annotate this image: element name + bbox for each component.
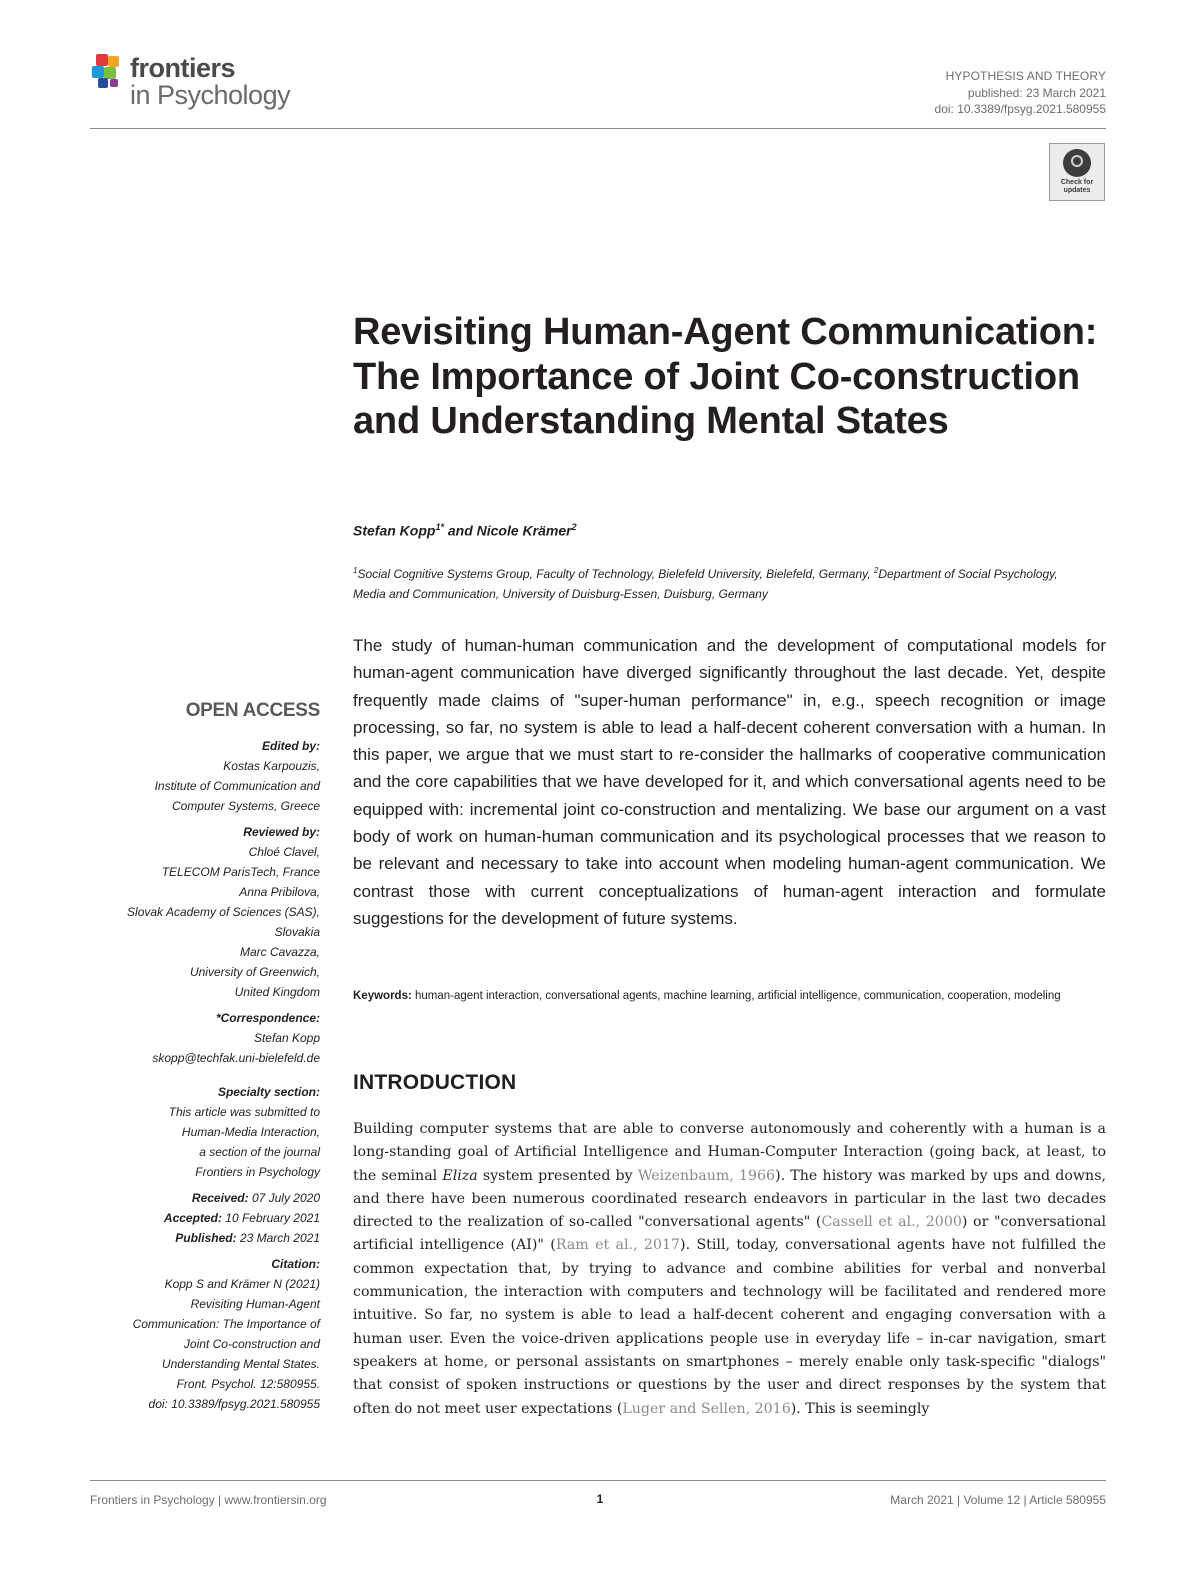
reviewer-line: Anna Pribilova,: [239, 885, 320, 899]
footer-divider: [90, 1480, 1106, 1481]
reviewer-line: Chloé Clavel,: [248, 845, 320, 859]
body-text: Building computer systems that are able to converse autonomously and coherently with a human is a long-standing goal of Artificial Intelligence and Human-Computer Interaction (going back, at least, to the seminal: [353, 1121, 1106, 1184]
affiliation-text: Department of Social Psychology, Media and Communication, University of Duisburg-Essen, Duisburg, Germany: [353, 567, 1058, 601]
author-name[interactable]: Stefan Kopp: [353, 522, 436, 539]
citation-doi[interactable]: doi: 10.3389/fpsyg.2021.580955: [148, 1397, 320, 1411]
affiliations: [353, 561, 1093, 604]
check-updates-icon: [1063, 149, 1091, 177]
received-value: 07 July 2020: [248, 1191, 320, 1205]
citation-link[interactable]: Ram et al., 2017: [555, 1237, 681, 1254]
editor-line: Computer Systems, Greece: [171, 799, 320, 813]
keywords-label: Keywords:: [353, 990, 412, 1002]
affiliation-marker: 1: [353, 566, 358, 575]
abstract: The study of human-human communication and the development of computational models for human-agent communication have diverged significantly throughout the last decade. Yet, despite frequently made claims of "super-human performance" in, e.g., speech recognition or image processing, so far, no system is able to lead a half-decent coherent conversation with a human. In this paper, we argue that we must start to re-consider the hallmarks of cooperative communication and the core capabilities that we have developed for it, and which conversational agents need to be equipped with: incremental joint co-construction and mentalizing. We base our argument on a vast body of work on human-human communication and its psychological processes that we reason to be relevant and necessary to take into account when modeling human-agent communication. We contrast those with current conceptualizations of human-agent interaction and formulate suggestions for the development of future systems.: [353, 636, 1106, 928]
citation-line: Joint Co-construction and: [183, 1337, 320, 1351]
citation-link[interactable]: Luger and Sellen, 2016: [622, 1400, 791, 1417]
author-name[interactable]: Nicole Krämer: [476, 522, 572, 539]
affiliation-text: Social Cognitive Systems Group, Faculty of Technology, Bielefeld University, Bielefeld, Germany,: [357, 567, 874, 581]
article-type: HYPOTHESIS AND THEORY: [945, 69, 1106, 83]
citation-line: Revisiting Human-Agent: [190, 1297, 320, 1311]
correspondence-section: [80, 1008, 320, 1068]
author-conjunction: and: [443, 522, 477, 539]
journal-logo[interactable]: [90, 52, 330, 122]
edited-by-label: Edited by:: [261, 739, 320, 753]
body-text: ). The history was marked by ups and downs, and there have been numerous coordinated research endeavors in particular in the last two decades directed to the realization of so-called "conversational agents" (: [353, 1167, 1106, 1231]
accepted-date: [80, 1208, 320, 1228]
accepted-value: 10 February 2021: [221, 1211, 320, 1225]
body-text: ). Still, today, conversational agents have not fulfilled the common expectation that, by trying to advance and combine abilities for verbal and nonverbal communication, the interaction with computers and technology will be facilitated and rendered more intuitive. So far, no system is able to lead a half-decent coherent and engaging conversation with a human user. Even the voice-driven applications people use in everyday life – in-car navigation, smart speakers at home, or personal assistants on smartphones – merely enable only task-specific "dialogs" that consist of spoken instructions or questions by the user and direct responses by the system that often do not meet user expectations (: [353, 1237, 1107, 1417]
body-text-italic: Eliza: [442, 1167, 478, 1184]
check-for-updates-badge[interactable]: [1049, 143, 1105, 201]
specialty-label: Specialty section:: [217, 1085, 320, 1099]
article-header-meta: [935, 68, 1106, 118]
correspondence-email[interactable]: skopp@techfak.uni-bielefeld.de: [152, 1051, 320, 1065]
edited-by-section: [80, 736, 320, 816]
specialty-line: a section of the journal: [199, 1145, 320, 1159]
check-updates-label: Check for updates: [1060, 179, 1094, 194]
reviewer-line: Slovak Academy of Sciences (SAS),: [127, 905, 320, 919]
citation-link[interactable]: Weizenbaum, 1966: [637, 1167, 776, 1184]
correspondence-name: Stefan Kopp: [253, 1031, 320, 1045]
footer-issue-info: March 2021 | Volume 12 | Article 580955: [890, 1493, 1106, 1507]
affiliation-marker: 2: [873, 566, 879, 575]
received-label: Received:: [191, 1191, 249, 1205]
open-access-label: OPEN ACCESS: [185, 700, 320, 721]
logo-word-journal: in Psychology: [130, 80, 291, 110]
editor-line: Institute of Communication and: [154, 779, 320, 793]
introduction-paragraph: [353, 1118, 1106, 1421]
header-doi[interactable]: doi: 10.3389/fpsyg.2021.580955: [934, 102, 1106, 116]
reviewer-line: TELECOM ParisTech, France: [161, 865, 320, 879]
body-text: system presented by: [477, 1167, 638, 1184]
citation-line: Kopp S and Krämer N (2021): [164, 1277, 320, 1291]
author-affiliation-marker: 1*: [435, 522, 444, 532]
page-number: 1: [596, 1492, 604, 1506]
author-affiliation-marker: 2: [571, 522, 577, 532]
published-date: published: 23 March 2021: [967, 85, 1106, 100]
published-label: Published:: [175, 1231, 237, 1245]
received-date: [80, 1188, 320, 1208]
keywords: [353, 986, 1106, 1006]
body-text: ). This is seemingly: [790, 1400, 930, 1417]
reviewer-line: Slovakia: [274, 925, 320, 939]
specialty-line: Frontiers in Psychology: [195, 1165, 320, 1179]
keywords-text: human-agent interaction, conversational agents, machine learning, artificial intelligence, communication, cooperation, modeling: [411, 990, 1061, 1002]
article-title: Revisiting Human-Agent Communication: The Importance of Joint Co-construction and Understanding Mental States: [353, 311, 1098, 442]
header-divider: [90, 128, 1106, 129]
citation-line: Front. Psychol. 12:580955.: [176, 1377, 320, 1391]
section-heading-introduction: INTRODUCTION: [353, 1071, 517, 1094]
frontiers-logo-icon: [90, 52, 130, 92]
citation-label: Citation:: [271, 1257, 320, 1271]
specialty-section: [80, 1082, 320, 1182]
specialty-line: Human-Media Interaction,: [181, 1125, 320, 1139]
reviewer-line: United Kingdom: [234, 985, 320, 999]
reviewed-by-section: [80, 822, 320, 1002]
accepted-label: Accepted:: [163, 1211, 222, 1225]
specialty-line: This article was submitted to: [168, 1105, 320, 1119]
citation-line: Communication: The Importance of: [132, 1317, 320, 1331]
citation-link[interactable]: Cassell et al., 2000: [821, 1214, 962, 1231]
reviewer-line: University of Greenwich,: [189, 965, 320, 979]
published-date-sidebar: [80, 1228, 320, 1248]
article-sidebar: [80, 700, 320, 1420]
body-text: ) or "conversational artificial intelligence (AI)" (: [353, 1214, 1106, 1254]
author-list: [353, 522, 577, 539]
editor-line: Kostas Karpouzis,: [223, 759, 320, 773]
published-value: 23 March 2021: [236, 1231, 320, 1245]
dates-section: [80, 1188, 320, 1248]
footer-journal-link[interactable]: Frontiers in Psychology | www.frontiersin.org: [90, 1493, 327, 1507]
logo-word-frontiers: frontiers: [130, 53, 236, 83]
reviewer-line: Marc Cavazza,: [239, 945, 320, 959]
reviewed-by-label: Reviewed by:: [243, 825, 320, 839]
citation-line: Understanding Mental States.: [161, 1357, 320, 1371]
correspondence-label: *Correspondence:: [215, 1011, 320, 1025]
citation-section: [80, 1254, 320, 1414]
